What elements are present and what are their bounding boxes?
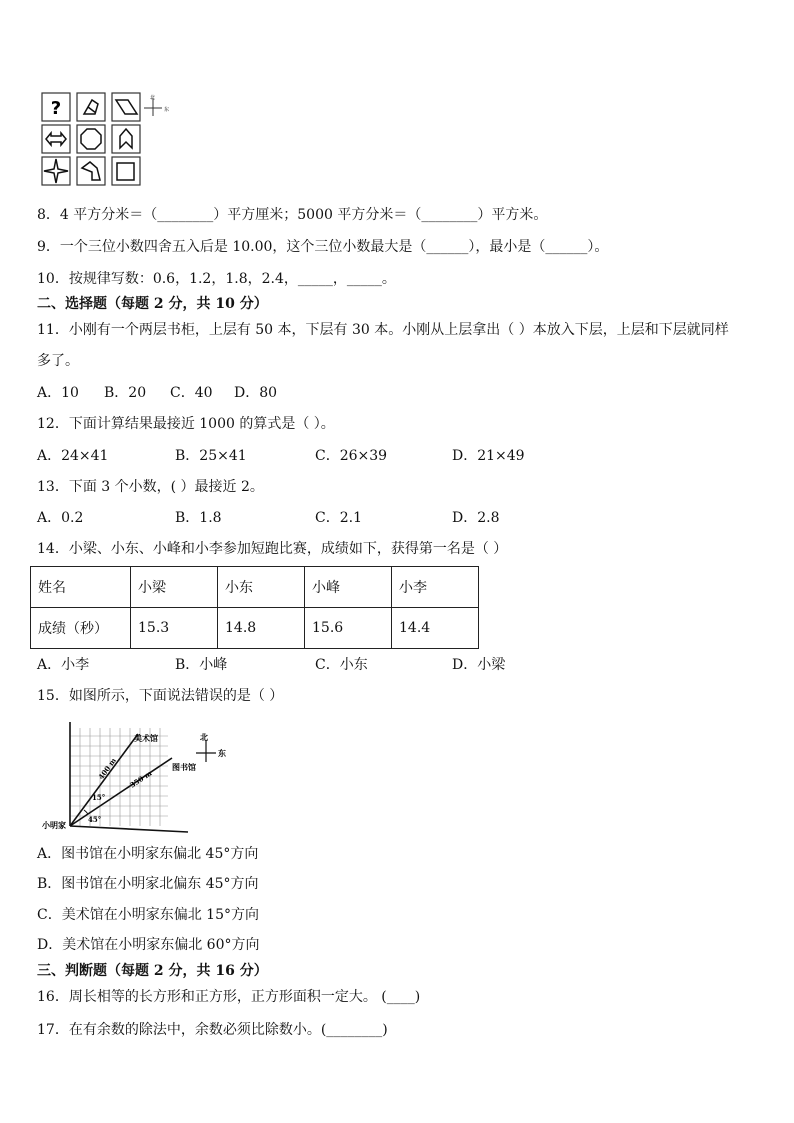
table-header-cell: 小峰 [305,567,392,608]
q13-option-b[interactable]: B．1.8 [175,510,222,526]
q12-option-c[interactable]: C．26×39 [315,448,388,464]
q14-option-d[interactable]: D．小梁 [452,657,506,673]
question-13: 13．下面 3 个小数，( ）最接近 2。 [37,479,264,495]
folded-shape-icon [84,100,98,114]
q11-option-c[interactable]: C．40 [170,385,213,401]
race-results-table [30,566,479,649]
table-row [31,608,479,649]
section-2-title: 二、选择题（每题 2 分，共 10 分） [37,296,268,312]
q13-option-d[interactable]: D．2.8 [452,510,500,526]
parallelogram-icon [116,100,137,114]
small-compass-north: 北 [150,95,156,101]
table-header-cell: 小李 [392,567,479,608]
table-header-cell: 姓名 [31,567,131,608]
question-10: 10．按规律写数：0.6，1.2，1.8，2.4，_____，_____。 [37,271,396,287]
question-11-line2: 多了。 [37,353,79,369]
library-label: 图书馆 [172,762,196,772]
grid-cell-3 [112,93,140,121]
q13-option-c[interactable]: C．2.1 [315,510,362,526]
question-14: 14．小梁、小东、小峰和小李参加短跑比赛，成绩如下，获得第一名是（ ） [37,541,508,557]
q15-option-a[interactable]: A．图书馆在小明家东偏北 45°方向 [37,846,259,862]
shapes-grid-figure [40,92,180,188]
question-17: 17．在有余数的除法中，余数必须比除数小。(________) [37,1022,388,1038]
q12-option-a[interactable]: A．24×41 [37,448,109,464]
table-cell: 14.4 [392,608,479,649]
section-3-title: 三、判断题（每题 2 分，共 16 分） [37,963,268,979]
question-8: 8．4 平方分米＝（________）平方厘米；5000 平方分米＝（________）平方米。 [37,207,548,223]
question-9: 9．一个三位小数四舍五入后是 10.00，这个三位小数最大是（______），最小是（______）。 [37,239,609,255]
double-arrow-icon [46,133,66,145]
angle-arc [84,810,88,814]
q12-option-b[interactable]: B．25×41 [175,448,247,464]
home-label: 小明家 [42,820,66,830]
east-axis [70,826,188,832]
four-point-star-icon [44,159,68,183]
q11-option-d[interactable]: D．80 [234,385,278,401]
question-12: 12．下面计算结果最接近 1000 的算式是（ ）。 [37,416,335,432]
museum-distance-label: 400 m [96,756,119,782]
q13-option-a[interactable]: A．0.2 [37,510,84,526]
grid-cell-2 [77,93,105,121]
compass-east-label: 东 [218,748,226,758]
small-compass-icon [144,94,169,116]
q11-option-b[interactable]: B．20 [104,385,147,401]
q11-option-a[interactable]: A．10 [37,385,79,401]
table-cell: 15.6 [305,608,392,649]
q15-option-d[interactable]: D．美术馆在小明家东偏北 60°方向 [37,937,260,953]
irregular-shape-icon [82,162,100,180]
q14-option-b[interactable]: B．小峰 [175,657,228,673]
table-cell: 15.3 [131,608,218,649]
compass-north-label: 北 [200,732,208,742]
octagon-icon [81,129,101,149]
table-header-cell: 小梁 [131,567,218,608]
table-cell: 成绩（秒） [31,608,131,649]
q14-option-c[interactable]: C．小东 [315,657,368,673]
compass-icon [196,732,226,762]
question-11-line1: 11．小刚有一个两层书柜，上层有 50 本，下层有 30 本。小刚从上层拿出（ ）本放入下层，上层和下层就同样 [37,322,729,338]
question-16: 16．周长相等的长方形和正方形，正方形面积一定大。 (____) [37,989,421,1005]
q12-option-d[interactable]: D．21×49 [452,448,525,464]
q14-option-a[interactable]: A．小李 [37,657,90,673]
angle-45-label: 45° [88,815,102,824]
grid-cell-9 [112,157,140,185]
library-distance-label: 350 m [128,768,154,790]
crown-pentagon-icon [120,129,132,148]
question-mark-icon: ? [50,98,62,119]
square-icon [117,163,134,180]
q15-option-c[interactable]: C．美术馆在小明家东偏北 15°方向 [37,907,259,923]
direction-map-figure [40,718,240,838]
table-cell: 14.8 [218,608,305,649]
question-15: 15．如图所示，下面说法错误的是（ ） [37,688,284,704]
angle-15-label: 15° [92,793,106,802]
museum-label: 美术馆 [134,733,158,743]
table-row [31,567,479,608]
q15-option-b[interactable]: B．图书馆在小明家北偏东 45°方向 [37,876,259,892]
small-compass-east: 东 [164,107,170,113]
table-header-cell: 小东 [218,567,305,608]
